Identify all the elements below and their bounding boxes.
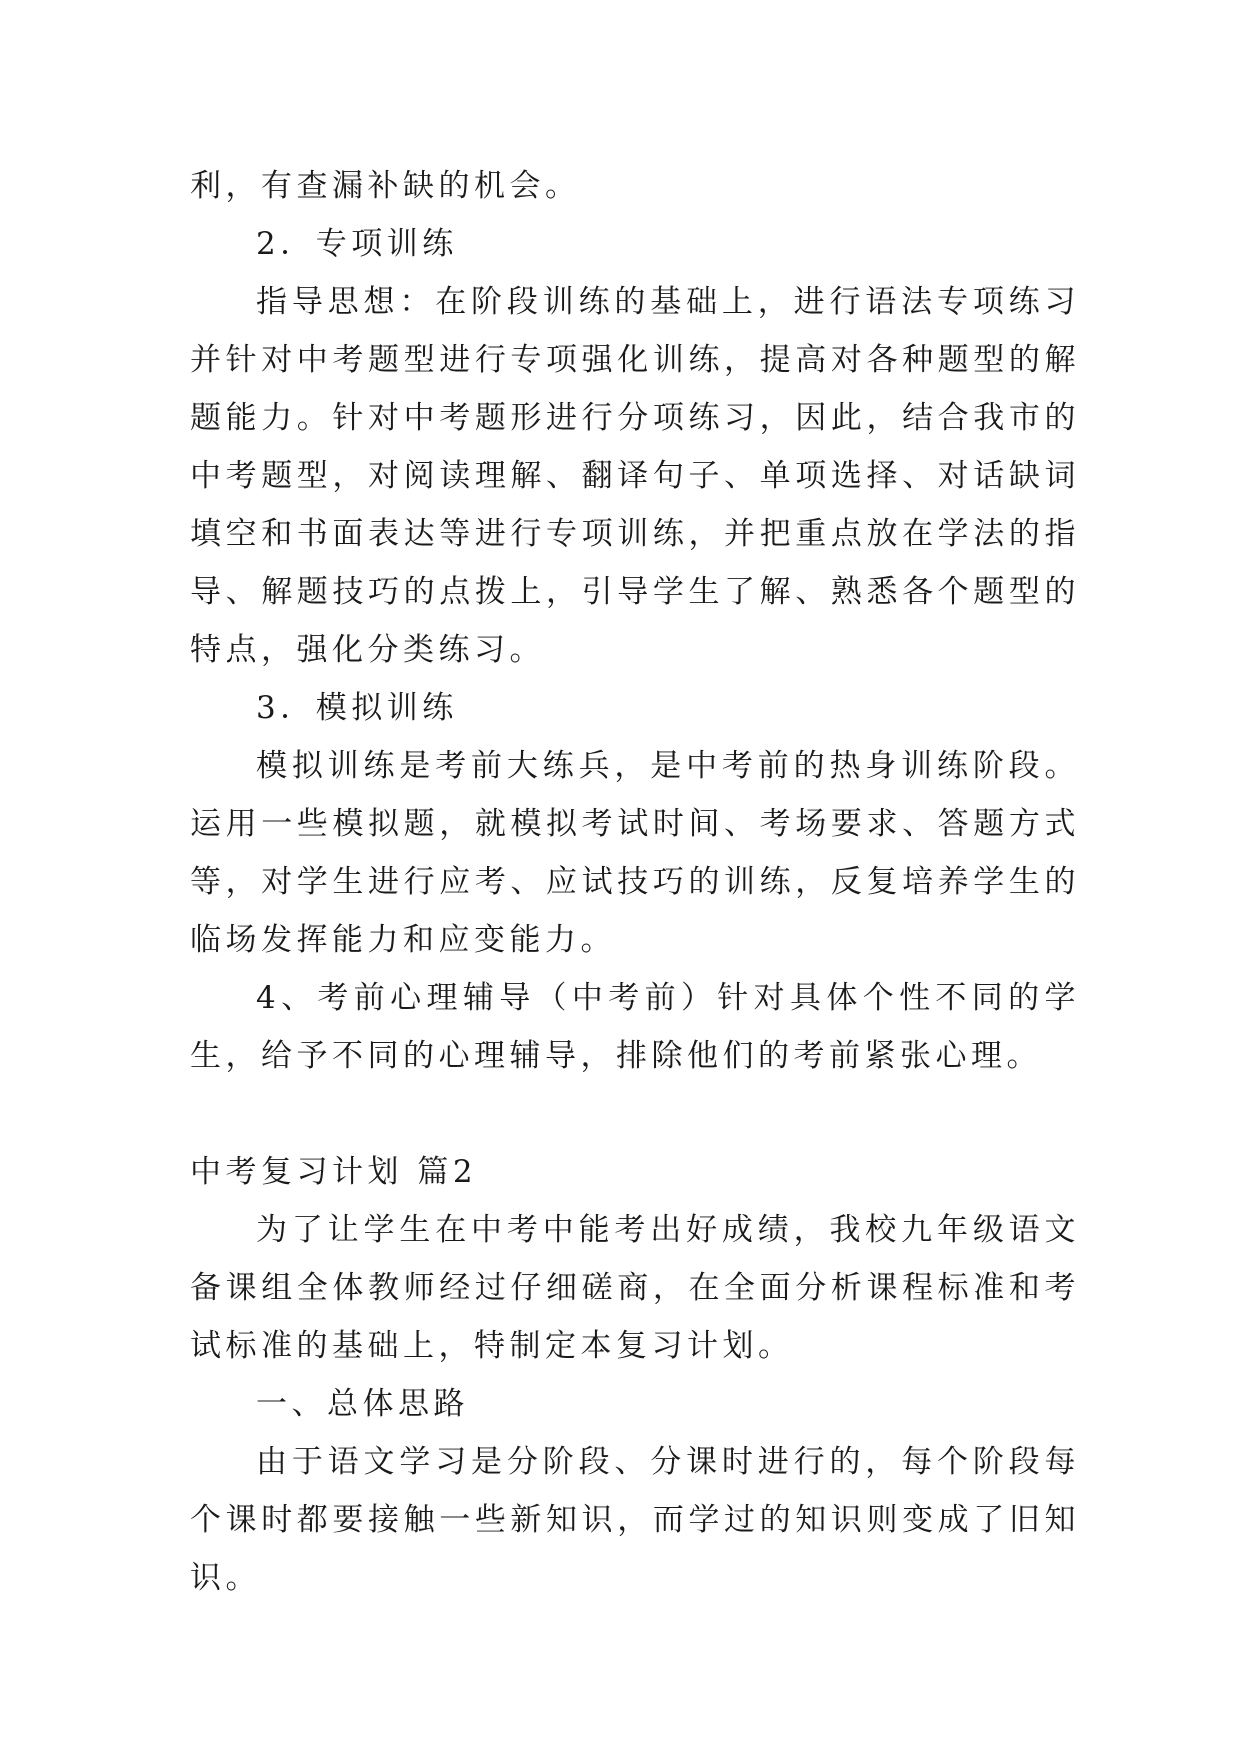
paragraph: 指导思想：在阶段训练的基础上，进行语法专项练习并针对中考题型进行专项强化训练，提高对各种题型的解题能力。针对中考题形进行分项练习，因此，结合我市的中考题型，对阅读理解、翻译句子、单项选择、对话缺词填空和书面表达等进行专项训练，并把重点放在学法的指导、解题技巧的点拨上，引导学生了解、熟悉各个题型的特点，强化分类练习。 [190, 284, 1080, 668]
heading-special-training: 2．专项训练 [256, 226, 458, 262]
paragraph: 利，有查漏补缺的机会。 [190, 168, 581, 204]
document-body [190, 157, 1080, 1607]
heading-mock-training: 3．模拟训练 [256, 690, 458, 726]
paragraph: 由于语文学习是分阶段、分课时进行的，每个阶段每个课时都要接触一些新知识，而学过的知识则变成了旧知识。 [190, 1444, 1080, 1596]
paragraph: 为了让学生在中考中能考出好成绩，我校九年级语文备课组全体教师经过仔细磋商，在全面分析课程标准和考试标准的基础上，特制定本复习计划。 [190, 1212, 1080, 1364]
section-title: 中考复习计划 篇2 [190, 1154, 478, 1190]
heading-overall-approach: 一、总体思路 [256, 1386, 469, 1422]
paragraph: 模拟训练是考前大练兵，是中考前的热身训练阶段。运用一些模拟题，就模拟考试时间、考场要求、答题方式等，对学生进行应考、应试技巧的训练，反复培养学生的临场发挥能力和应变能力。 [190, 748, 1080, 958]
paragraph: 4、考前心理辅导（中考前）针对具体个性不同的学生，给予不同的心理辅导，排除他们的考前紧张心理。 [190, 980, 1080, 1074]
